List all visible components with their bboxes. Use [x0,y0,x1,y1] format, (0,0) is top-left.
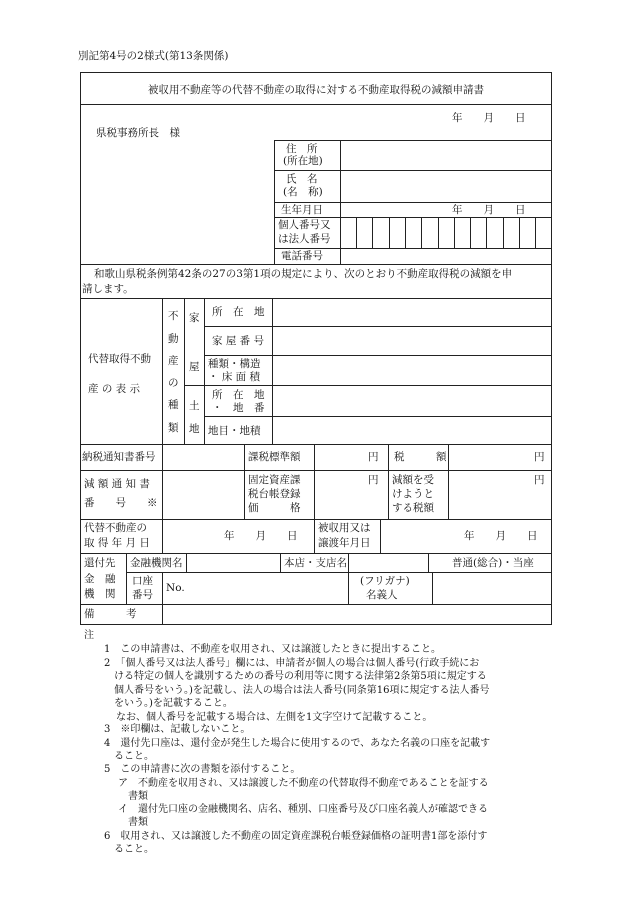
note-line: ける特定の個人を識別するための番号の利用等に関する法律第2条第5項に規定する [114,671,487,682]
note-line: 書類 [128,791,148,802]
account-number-label-2: 番号 [132,589,153,601]
account-number-label-1: 口座 [132,575,153,587]
land-location-label-2: ・ 地 番 [212,402,265,414]
land-use-label: 地目・地積 [208,425,261,437]
reduction-notice-label-2: 番 号 ※ [84,497,158,509]
fixed-asset-yen: 円 [368,474,379,486]
to-receive-label-2: けようと [392,488,434,500]
kana-label: (フリガナ) [360,575,410,587]
refund-label-3: 機 関 [84,588,116,600]
birthdate-label: 生年月日 [281,204,323,216]
form-title: 被収用不動産等の代替不動産の取得に対する不動産取得税の減額申請書 [148,84,484,96]
to-receive-label-3: する税額 [392,502,434,514]
note-line: ること。 [114,844,154,855]
property-kind-char: 不 [168,310,179,322]
remarks-label: 備 考 [84,608,137,620]
note-line: ること。 [114,751,154,762]
id-number-label-2: は法人番号 [278,233,331,245]
note-line: をいう。)を記載すること。 [114,698,233,709]
id-number-box-divider [438,217,439,248]
note-line: ア 不動産を収用され、又は譲渡した不動産の代替取得不動産であることを証する [118,778,489,789]
note-line: 6 収用され、又は譲渡した不動産の固定資産課税台帳登録価格の証明書1部を添付す [104,831,488,842]
to-receive-yen: 円 [534,474,545,486]
note-line: なお、個人番号を記載する場合は、左側を1文字空けて記載すること。 [116,712,433,723]
id-number-box-divider [535,217,536,248]
location-label: 所 在 地 [212,306,265,318]
note-line: イ 還付先口座の金融機関名、店名、種別、口座番号及び口座名義人が確認できる [118,804,488,815]
birthdate-field[interactable]: 年 月 日 [452,204,526,216]
property-side-label-1: 代替取得不動 [88,353,151,365]
id-number-box-divider [486,217,487,248]
form-number: 別記第4号の2様式(第13条関係) [78,50,229,62]
property-kind-char: の [168,377,179,389]
addressee: 県税事務所長 様 [96,127,180,139]
note-line: 書類 [128,817,148,828]
id-number-box-divider [356,217,357,248]
fixed-asset-label-3: 価 格 [248,502,301,514]
house-char: 屋 [189,361,200,373]
fixed-asset-label-2: 税台帳登録 [248,488,301,500]
note-line: 3 ※印欄は、記載しないこと。 [104,724,251,735]
id-number-box-divider [503,217,504,248]
id-number-box-divider [389,217,390,248]
bank-name-label: 金融機関名 [130,557,183,569]
property-kind-char: 動 [168,333,179,345]
expropriation-label-1: 被収用又は [318,522,371,534]
refund-label-2: 金 融 [84,573,116,585]
note-line: 1 この申請書は、不動産を収用され、又は譲渡したときに提出すること。 [104,644,441,655]
account-number-prefix: No. [166,582,185,594]
note-line: 5 この申請書に次の書類を添付すること。 [104,764,301,775]
expropriation-label-2: 譲渡年月日 [318,537,371,549]
branch-name-label: 本店・支店名 [284,557,347,569]
land-char: 地 [189,423,200,435]
acquisition-label-2: 取 得 年 月 日 [84,537,150,549]
tax-amount-label: 税 額 [394,451,447,463]
reduction-notice-label-1: 減 額 通 知 書 [84,478,150,490]
land-location-label-1: 所 在 地 [212,389,265,401]
id-number-label-1: 個人番号又 [278,219,331,231]
notes-heading: 注 [84,630,94,641]
property-kind-char: 種 [168,399,179,411]
land-char: 土 [189,400,200,412]
holder-name-label: 名義人 [366,589,398,601]
expropriation-date-field[interactable]: 年 月 日 [464,530,538,542]
tax-amount-yen: 円 [534,451,545,463]
name-label: 氏 名 [286,173,318,185]
note-line: 2 「個人番号又は法人番号」欄には、申請者が個人の場合は個人番号(行政手続にお [104,658,480,669]
standard-amount-label: 課税標準額 [248,451,301,463]
id-number-box-divider [470,217,471,248]
house-char: 家 [189,312,200,324]
notice-number-label: 納税通知書番号 [82,451,156,463]
kind-structure-label-1: 種類・構造 [208,358,261,370]
property-kind-char: 産 [168,355,179,367]
address-sublabel: (所在地) [283,155,323,167]
house-number-label: 家 屋 番 号 [212,335,265,347]
acquisition-label-1: 代替不動産の [84,522,147,534]
note-line: 4 還付先口座は、還付金が発生した場合に使用するので、あなた名義の口座を記載す [104,738,491,749]
property-side-label-2: 産 の 表 示 [88,383,141,395]
id-number-box-divider [421,217,422,248]
statement-line-2: 請します。 [82,283,134,295]
to-receive-label-1: 減額を受 [392,474,434,486]
id-number-box-divider [372,217,373,248]
id-number-box-divider [454,217,455,248]
kind-structure-label-2: ・ 床 面 積 [208,371,261,383]
fixed-asset-label-1: 固定資産課 [248,474,301,486]
refund-label-1: 還付先 [84,557,116,569]
account-type-option[interactable]: 普通(総合)・当座 [452,557,534,569]
property-kind-char: 類 [168,422,179,434]
statement-line-1: 和歌山県税条例第42条の27の3第1項の規定により、次のとおり不動産取得税の減額を申 [94,268,513,280]
std-amount-yen: 円 [368,451,379,463]
acquisition-date-field[interactable]: 年 月 日 [224,530,298,542]
note-line: 個人番号をいう。)を記載し、法人の場合は法人番号(同条第16項に規定する法人番号 [114,685,490,696]
name-sublabel: (名 称) [283,186,323,198]
application-date: 年 月 日 [452,112,526,124]
phone-label: 電話番号 [281,250,323,262]
id-number-box-divider [405,217,406,248]
id-number-box-divider [519,217,520,248]
address-label: 住 所 [286,143,318,155]
